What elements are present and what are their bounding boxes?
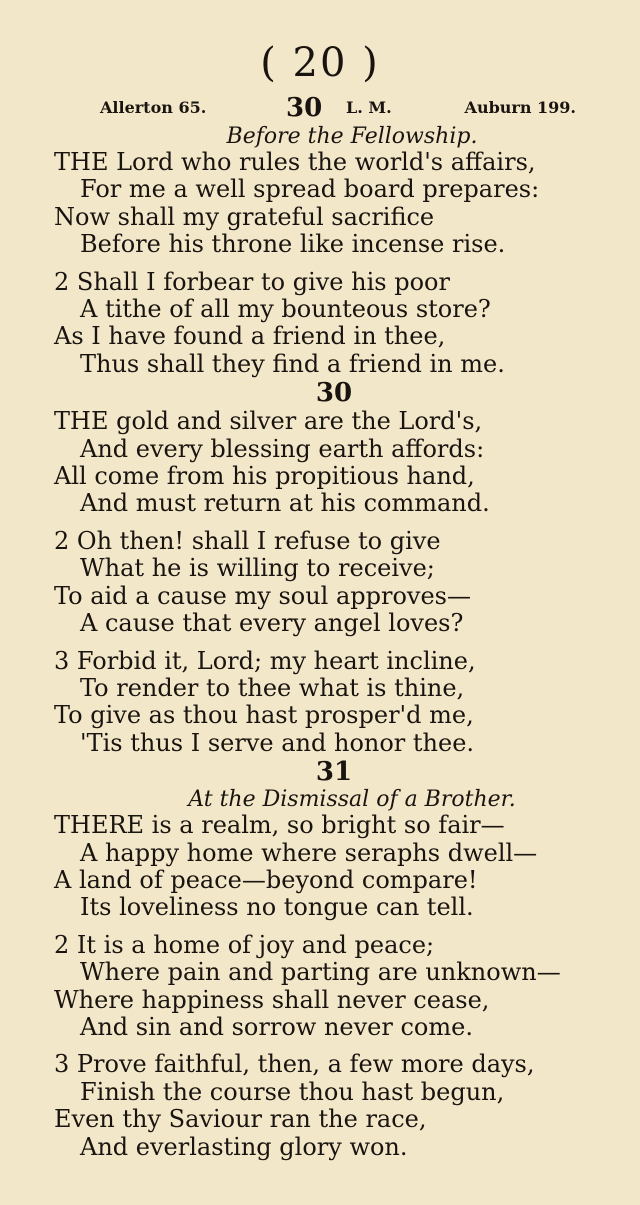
verse-line: Before his throne like incense rise. bbox=[80, 230, 506, 259]
verse-line: 2 It is a home of joy and peace; bbox=[54, 930, 435, 959]
verse bbox=[54, 932, 614, 1042]
verse-line: 3 Forbid it, Lord; my heart incline, bbox=[54, 646, 476, 675]
verse-line: Finish the course thou hast begun, bbox=[80, 1077, 505, 1106]
hymn-number: 31 bbox=[315, 757, 353, 788]
verse-line: Where happiness shall never cease, bbox=[54, 985, 490, 1014]
verse-line: Now shall my grateful sacrifice bbox=[54, 202, 435, 231]
header-hymn-number: 30 bbox=[286, 93, 323, 123]
verse-line: A cause that every angel loves? bbox=[80, 609, 464, 638]
verse bbox=[54, 408, 614, 518]
verse-line: And every blessing earth affords: bbox=[80, 434, 485, 463]
verse-line: 2 Oh then! shall I refuse to give bbox=[54, 526, 441, 555]
hymn-content bbox=[54, 124, 614, 1161]
tune-right: Auburn 199. bbox=[464, 98, 576, 117]
hymn-number: 30 bbox=[315, 378, 353, 409]
verse-line: Where pain and parting are unknown— bbox=[80, 958, 561, 987]
verse-line: A happy home where seraphs dwell— bbox=[80, 838, 538, 867]
verse-line: To aid a cause my soul approves— bbox=[54, 581, 471, 610]
verse-line: A land of peace—beyond compare! bbox=[54, 865, 478, 894]
verse-line: THERE is a realm, so bright so fair— bbox=[54, 811, 505, 840]
verse-line: 2 Shall I forbear to give his poor bbox=[54, 267, 450, 296]
verse-line: To give as thou hast prosper'd me, bbox=[54, 701, 474, 730]
verse bbox=[54, 648, 614, 758]
verse bbox=[54, 269, 614, 379]
verse-line: A tithe of all my bounteous store? bbox=[80, 295, 491, 324]
verse bbox=[54, 812, 614, 922]
hymn-title: At the Dismissal of a Brother. bbox=[188, 787, 516, 813]
verse-line: Even thy Saviour ran the race, bbox=[54, 1105, 427, 1134]
verse bbox=[54, 1051, 614, 1161]
verse-line: THE Lord who rules the world's affairs, bbox=[54, 148, 536, 176]
verse-line: What he is willing to receive; bbox=[80, 554, 435, 583]
verse-line: As I have found a friend in thee, bbox=[54, 322, 446, 351]
verse-line: And must return at his command. bbox=[80, 489, 490, 518]
verse bbox=[54, 149, 614, 259]
page-number: ( 20 ) bbox=[260, 40, 380, 86]
verse-line: For me a well spread board prepares: bbox=[80, 175, 540, 204]
hymn-title: Before the Fellowship. bbox=[226, 124, 478, 149]
meter: L. M. bbox=[346, 98, 392, 117]
verse-line: And everlasting glory won. bbox=[80, 1132, 408, 1161]
verse-line: All come from his propitious hand, bbox=[54, 462, 475, 491]
verse-line: And sin and sorrow never come. bbox=[80, 1012, 473, 1041]
verse-line: Its loveliness no tongue can tell. bbox=[80, 893, 474, 922]
verse-line: Thus shall they find a friend in me. bbox=[80, 349, 505, 378]
verse-line: To render to thee what is thine, bbox=[80, 673, 465, 702]
tune-left: Allerton 65. bbox=[100, 98, 207, 117]
verse-line: 'Tis thus I serve and honor thee. bbox=[80, 728, 475, 757]
tune-header bbox=[100, 93, 580, 123]
verse-line: 3 Prove faithful, then, a few more days, bbox=[54, 1050, 535, 1079]
verse bbox=[54, 528, 614, 638]
verse-line: THE gold and silver are the Lord's, bbox=[54, 407, 483, 436]
